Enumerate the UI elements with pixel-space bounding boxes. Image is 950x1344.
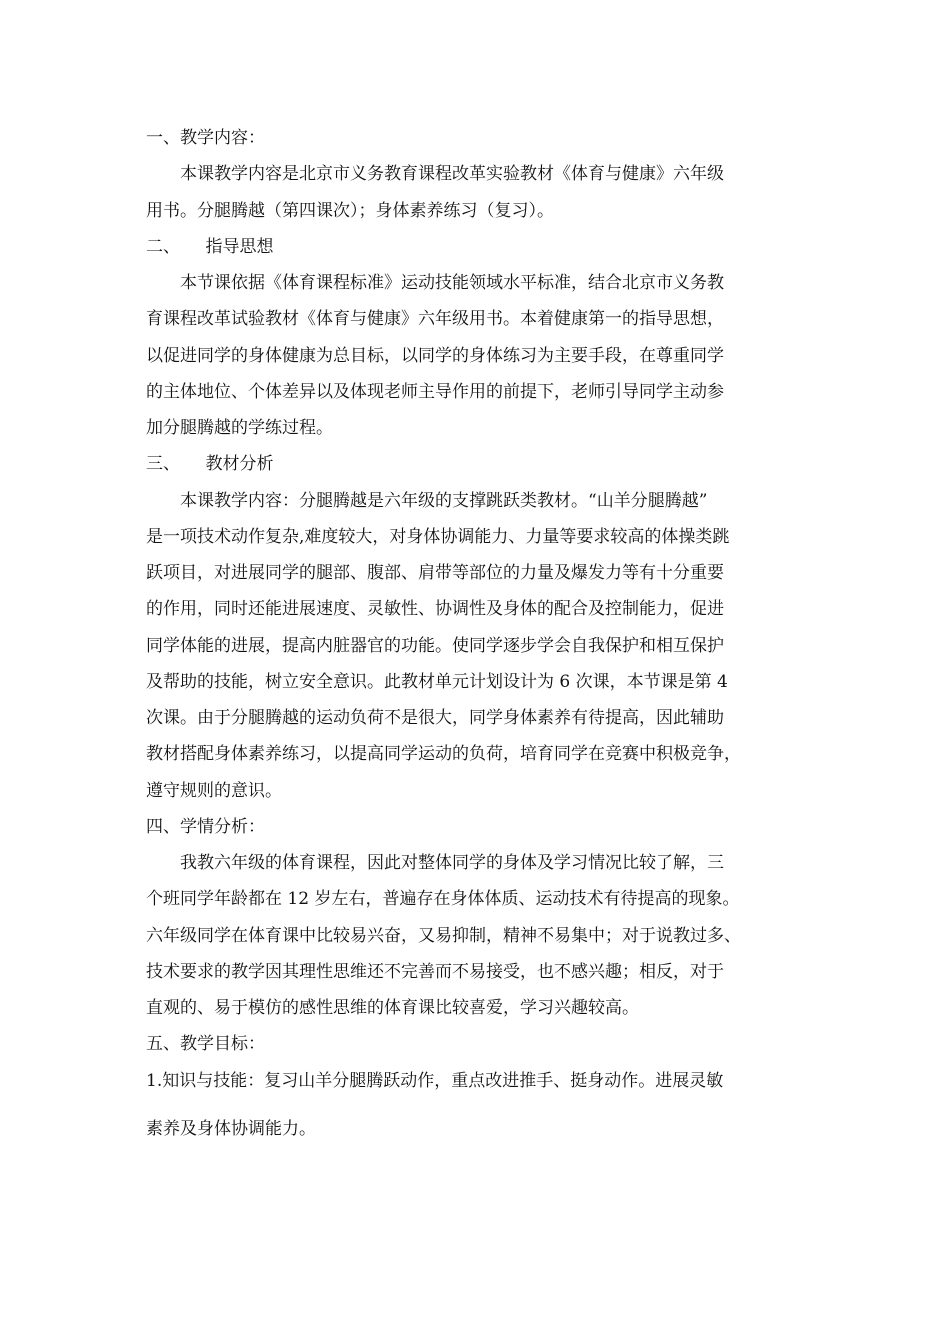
paragraph-line: 及帮助的技能，树立安全意识。此教材单元计划设计为 6 次课，本节课是第 4 [146, 672, 728, 692]
paragraph-line: 同学体能的进展，提高内脏器官的功能。使同学逐步学会自我保护和相互保护 [146, 636, 724, 656]
heading-student-analysis: 四、学情分析： [146, 817, 265, 837]
paragraph-line: 技术要求的教学因其理性思维还不完善而不易接受，也不感兴趣；相反，对于 [146, 962, 724, 982]
paragraph-line: 次课。由于分腿腾越的运动负荷不是很大，同学身体素养有待提高，因此辅助 [146, 708, 724, 728]
paragraph-line: 直观的、易于模仿的感性思维的体育课比较喜爱，学习兴趣较高。 [146, 998, 639, 1018]
paragraph-line: 我教六年级的体育课程，因此对整体同学的身体及学习情况比较了解，三 [180, 853, 724, 873]
heading-teaching-goals: 五、教学目标： [146, 1034, 265, 1054]
paragraph-line: 用书。分腿腾越（第四课次）；身体素养练习（复习）。 [146, 201, 554, 221]
paragraph-line: 是一项技术动作复杂,难度较大，对身体协调能力、力量等要求较高的体操类跳 [146, 527, 730, 547]
paragraph-line: 六年级同学在体育课中比较易兴奋，又易抑制，精神不易集中；对于说教过多、 [146, 926, 741, 946]
paragraph-line: 本课教学内容是北京市义务教育课程改革实验教材《体育与健康》六年级 [180, 164, 724, 184]
paragraph-line: 本课教学内容：分腿腾越是六年级的支撑跳跃类教材。“山羊分腿腾越” [180, 491, 708, 511]
heading-guiding-thought: 二、 指导思想 [146, 237, 274, 257]
heading-teaching-content: 一、教学内容： [146, 128, 265, 148]
goal-line: 素养及身体协调能力。 [146, 1119, 316, 1139]
paragraph-line: 本节课依据《体育课程标准》运动技能领域水平标准，结合北京市义务教 [180, 273, 724, 293]
paragraph-line: 以促进同学的身体健康为总目标，以同学的身体练习为主要手段，在尊重同学 [146, 346, 724, 366]
paragraph-line: 遵守规则的意识。 [146, 781, 282, 801]
paragraph-line: 的主体地位、个体差异以及体现老师主导作用的前提下，老师引导同学主动参 [146, 382, 724, 402]
goal-line: 1.知识与技能：复习山羊分腿腾跃动作，重点改进推手、挺身动作。进展灵敏 [146, 1071, 724, 1091]
paragraph-line: 的作用，同时还能进展速度、灵敏性、协调性及身体的配合及控制能力，促进 [146, 599, 724, 619]
paragraph-line: 个班同学年龄都在 12 岁左右，普遍存在身体体质、运动技术有待提高的现象。 [146, 889, 740, 909]
paragraph-line: 教材搭配身体素养练习，以提高同学运动的负荷，培育同学在竞赛中积极竞争， [146, 744, 741, 764]
paragraph-line: 加分腿腾越的学练过程。 [146, 418, 333, 438]
heading-material-analysis: 三、 教材分析 [146, 454, 274, 474]
paragraph-line: 育课程改革试验教材《体育与健康》六年级用书。本着健康第一的指导思想， [146, 309, 724, 329]
paragraph-line: 跃项目，对进展同学的腿部、腹部、肩带等部位的力量及爆发力等有十分重要 [146, 563, 724, 583]
